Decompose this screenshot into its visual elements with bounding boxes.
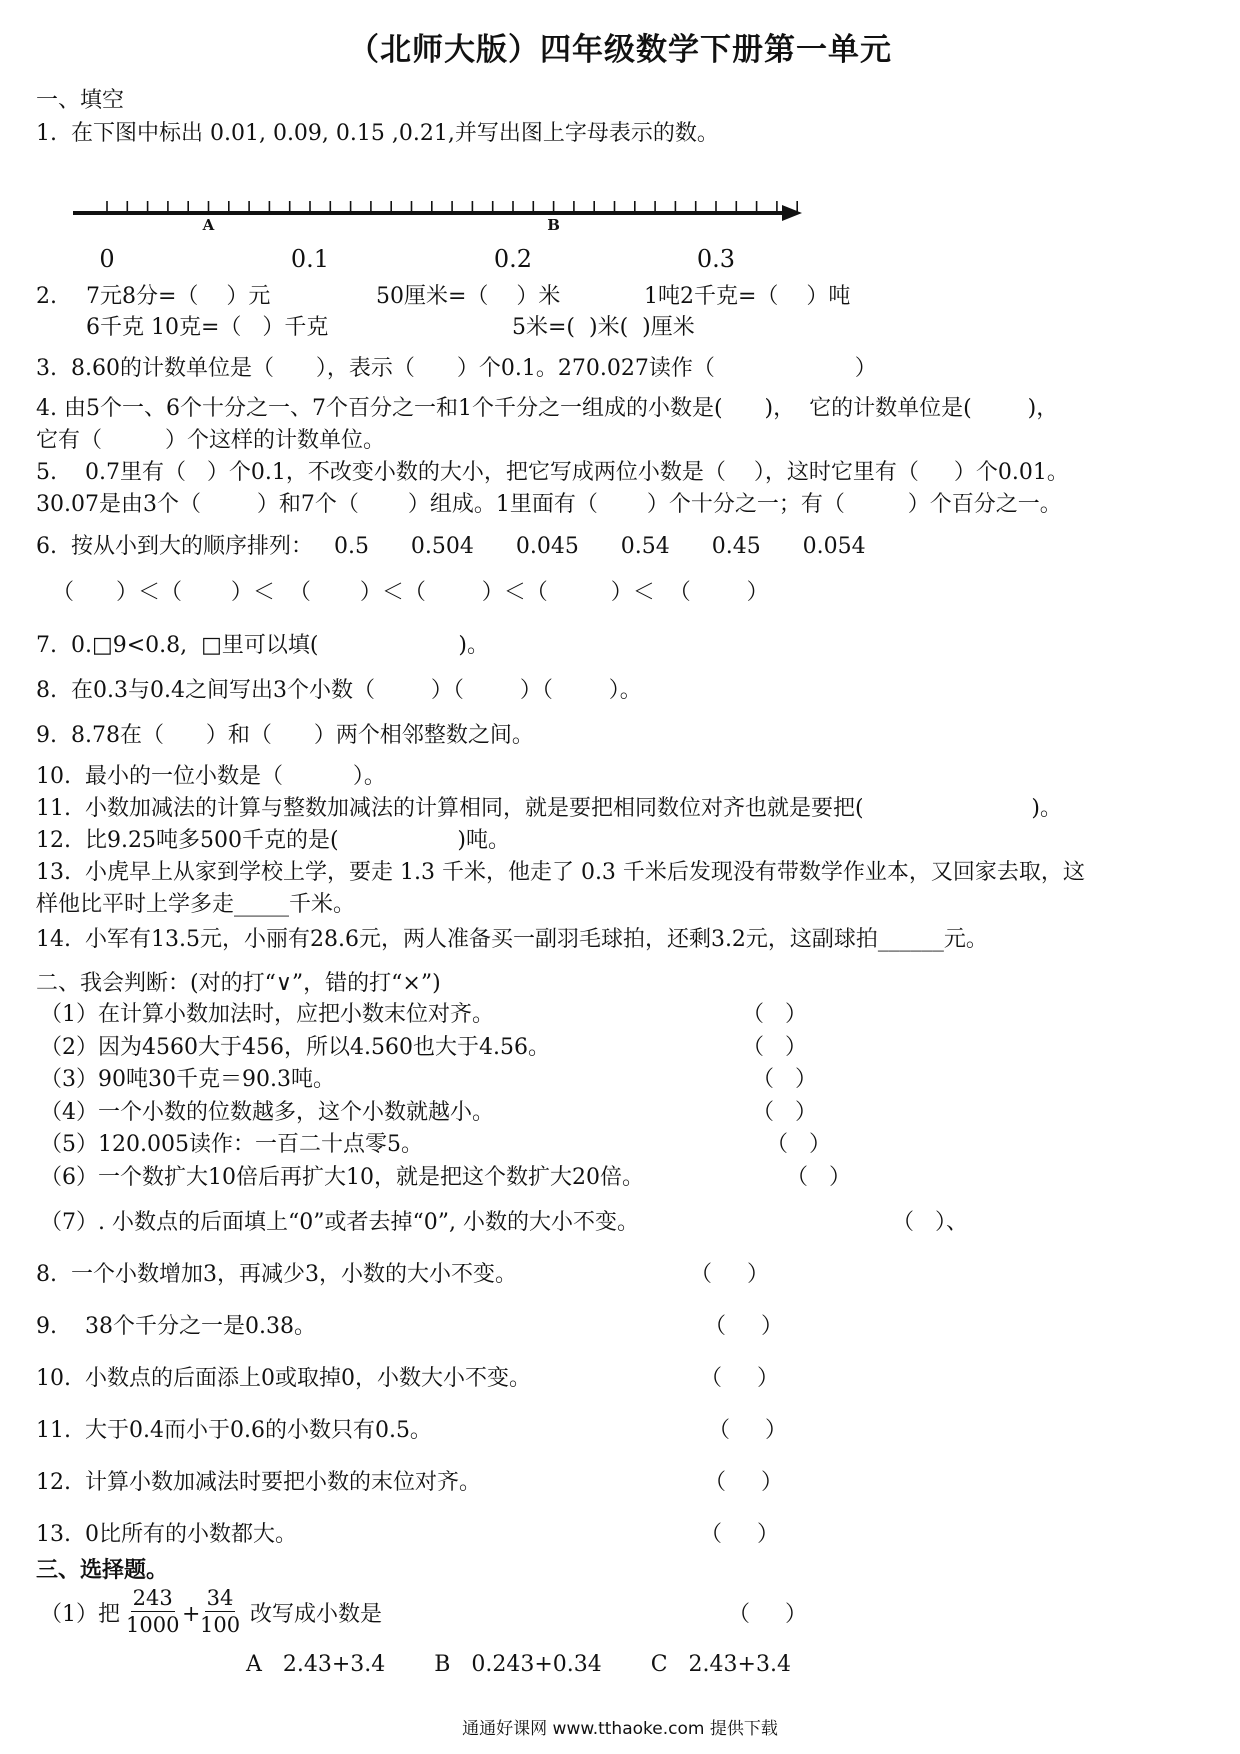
question-5b: 30.07是由3个（ ）和7个（ ）组成。1里面有（ ）个十分之一；有（ ）个百分之一。 xyxy=(36,492,1062,517)
question-6: 6. 按从小到大的顺序排列： 0.5 0.504 0.045 0.54 0.45 0.054 xyxy=(36,534,866,559)
judgement-answer-paren: （ ） xyxy=(752,1067,817,1092)
question-2c: 1吨2千克=（ ）吨 xyxy=(644,284,851,309)
point-letter-label: A xyxy=(202,216,215,234)
judgement-item: （2）因为4560大于456，所以4.560也大于4.56。 xyxy=(40,1035,550,1060)
plus-sign: + xyxy=(182,1602,201,1627)
fraction-numerator: 243 xyxy=(132,1586,173,1610)
section3-heading: 三、选择题。 xyxy=(36,1557,169,1583)
judgement-answer-paren: （ ） xyxy=(786,1165,851,1190)
question-4-line1: 4. 由5个一、6个十分之一、7个百分之一和1个千分之一组成的小数是( )， 它的计数单位是( )， xyxy=(36,396,1059,421)
judgement-item: （1）在计算小数加法时，应把小数末位对齐。 xyxy=(40,1002,494,1027)
question-6-blanks: （ ）＜（ ）＜ （ ）＜（ ）＜（ ）＜ （ ） xyxy=(52,580,769,605)
question-2e: 5米=( )米( )厘米 xyxy=(512,315,695,340)
judgement-item: 9. 38个千分之一是0.38。 xyxy=(36,1314,316,1339)
fraction-denominator: 100 xyxy=(200,1613,241,1637)
judgement-item: （4）一个小数的位数越多，这个小数就越小。 xyxy=(40,1100,494,1125)
judgement-item: （3）90吨30千克＝90.3吨。 xyxy=(40,1067,335,1092)
number-line xyxy=(60,170,820,280)
fraction-numerator: 34 xyxy=(206,1586,234,1610)
footer-credit: 通通好课网 www.tthaoke.com 提供下载 xyxy=(462,1719,778,1739)
question-3: 3. 8.60的计数单位是（ ），表示（ ）个0.1。270.027读作（ ） xyxy=(36,356,877,381)
judgement-answer-paren: （ ） xyxy=(690,1262,769,1287)
question-4-line2: 它有（ ）个这样的计数单位。 xyxy=(36,428,385,453)
judgement-item: 12. 计算小数加减法时要把小数的末位对齐。 xyxy=(36,1470,481,1495)
judgement-item: （5）120.005读作：一百二十点零5。 xyxy=(40,1132,423,1157)
axis-tick-label: 0.3 xyxy=(696,245,736,273)
question-10: 10. 最小的一位小数是（ ）。 xyxy=(36,764,386,789)
question-2a: 7元8分=（ ）元 xyxy=(86,284,271,309)
question-12: 12. 比9.25吨多500千克的是( )吨。 xyxy=(36,828,510,853)
question-13-line1: 13. 小虎早上从家到学校上学，要走 1.3 千米，他走了 0.3 千米后发现没有带数学作业本，又回家去取，这 xyxy=(36,860,1085,885)
question-1: 1. 在下图中标出 0.01, 0.09, 0.15 ,0.21,并写出图上字母表示的数。 xyxy=(36,121,719,146)
judgement-answer-paren: （ ） xyxy=(742,1035,807,1060)
judgement-item: 10. 小数点的后面添上0或取掉0，小数大小不变。 xyxy=(36,1366,531,1391)
judgement-answer-paren: （ ） xyxy=(766,1132,831,1157)
judgement-item: 8. 一个小数增加3，再减少3，小数的大小不变。 xyxy=(36,1262,517,1287)
question-7: 7. 0.□9<0.8, □里可以填( )。 xyxy=(36,633,489,658)
judgement-item: 13. 0比所有的小数都大。 xyxy=(36,1522,297,1547)
judgement-answer-paren: （ ） xyxy=(700,1366,779,1391)
question-5: 5. 0.7里有（ ）个0.1，不改变小数的大小，把它写成两位小数是（ ），这时它里有（ ）个0.01。 xyxy=(36,460,1069,485)
arrow-head-icon xyxy=(782,205,802,221)
question-9: 9. 8.78在（ ）和（ ）两个相邻整数之间。 xyxy=(36,723,534,748)
question-11: 11. 小数加减法的计算与整数加减法的计算相同，就是要把相同数位对齐也就是要把( )。 xyxy=(36,796,1062,821)
fraction-243-over-1000 xyxy=(126,1586,179,1637)
question-13-line2: 样他比平时上学多走_____千米。 xyxy=(36,892,356,917)
question-2d: 6千克 10克=（ ）千克 xyxy=(86,315,329,340)
section2-heading: 二、我会判断：(对的打“∨”，错的打“×”) xyxy=(36,971,441,996)
judgement-answer-paren: （ ） xyxy=(700,1522,779,1547)
page-title: （北师大版）四年级数学下册第一单元 xyxy=(348,32,892,68)
fraction-34-over-100 xyxy=(200,1586,240,1637)
choice-options: A 2.43+3.4 B 0.243+0.34 C 2.43+3.4 xyxy=(246,1652,791,1677)
question-14: 14. 小军有13.5元，小丽有28.6元，两人准备买一副羽毛球拍，还剩3.2元，这副球拍______元。 xyxy=(36,927,988,952)
judgement-answer-paren: （ ） xyxy=(752,1100,817,1125)
judgement-answer-paren: （ ）、 xyxy=(892,1210,968,1235)
axis-tick-label: 0.1 xyxy=(290,245,330,273)
axis-tick-label: 0 xyxy=(99,245,115,273)
question-3-1-suffix: 改写成小数是 xyxy=(250,1602,383,1627)
axis-tick-label: 0.2 xyxy=(493,245,533,273)
judgement-answer-paren: （ ） xyxy=(742,1002,807,1027)
judgement-item: （6）一个数扩大10倍后再扩大10，就是把这个数扩大20倍。 xyxy=(40,1165,644,1190)
question-8: 8. 在0.3与0.4之间写出3个小数（ ）（ ）（ ）。 xyxy=(36,678,642,703)
answer-paren: （ ） xyxy=(728,1602,807,1627)
judgement-item: （7）. 小数点的后面填上“0”或者去掉“0”, 小数的大小不变。 xyxy=(40,1210,639,1235)
judgement-answer-paren: （ ） xyxy=(704,1470,783,1495)
question-3-1-prefix: （1）把 xyxy=(40,1602,120,1627)
point-letter-label: B xyxy=(547,216,560,234)
question-2-label: 2. xyxy=(36,284,57,309)
fraction-denominator: 1000 xyxy=(126,1613,180,1637)
judgement-answer-paren: （ ） xyxy=(708,1418,787,1443)
judgement-item: 11. 大于0.4而小于0.6的小数只有0.5。 xyxy=(36,1418,432,1443)
question-2b: 50厘米=（ ）米 xyxy=(376,284,561,309)
judgement-answer-paren: （ ） xyxy=(704,1314,783,1339)
section1-heading: 一、填空 xyxy=(36,88,125,113)
